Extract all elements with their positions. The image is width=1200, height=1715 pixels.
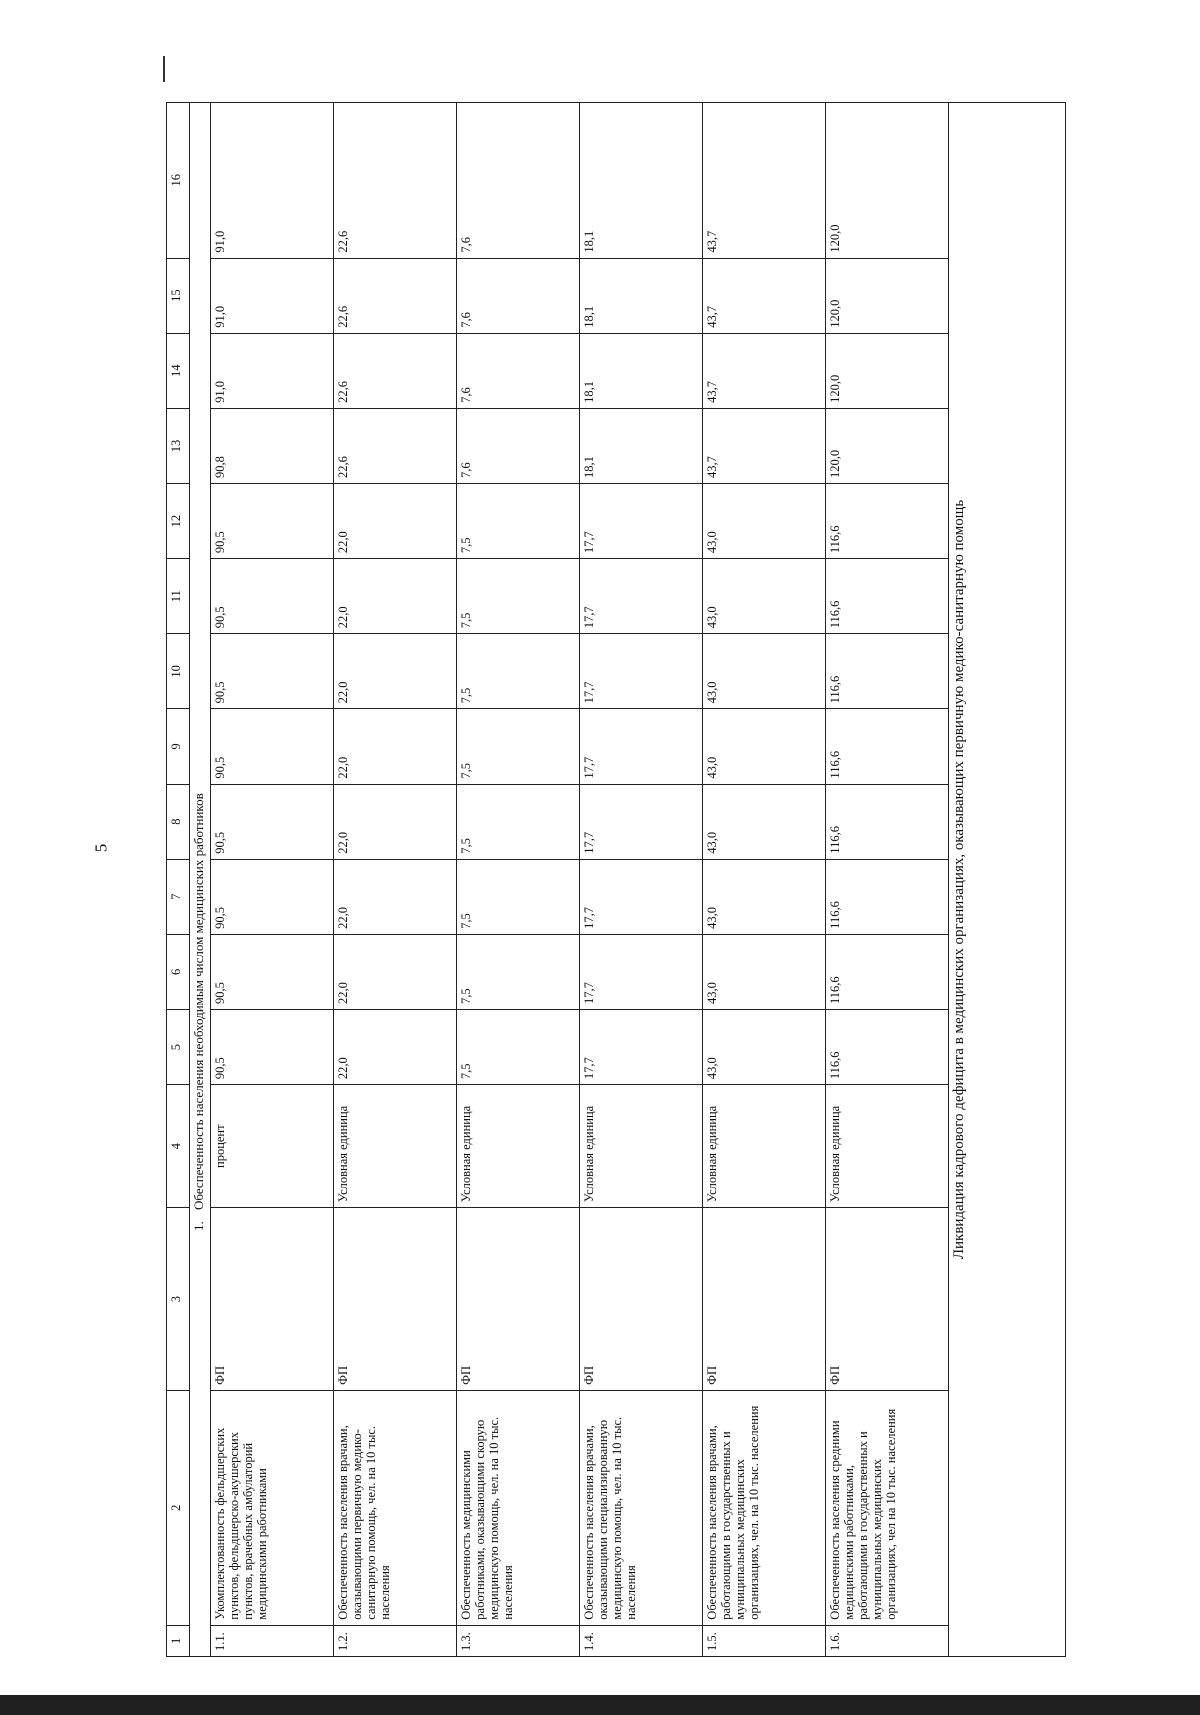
- row-value: 120,0: [826, 103, 949, 259]
- col-number: 1: [167, 1625, 190, 1656]
- row-value: 116,6: [826, 859, 949, 934]
- scan-bottom-edge: [0, 1695, 1200, 1715]
- row-value: 43,0: [703, 1009, 826, 1084]
- row-indicator-name: Обеспеченность населения средними медицинскими работниками, работающими в государственных и муниципальных медицинских организациях, чел на 10 тыс. населения: [826, 1390, 949, 1625]
- col-number: 4: [167, 1085, 190, 1208]
- row-value: 22,0: [334, 559, 457, 634]
- row-type: ФП: [211, 1208, 334, 1391]
- row-value: 120,0: [826, 258, 949, 333]
- row-value: 43,0: [703, 634, 826, 709]
- col-number: 5: [167, 1009, 190, 1084]
- row-unit: Условная единица: [703, 1085, 826, 1208]
- row-value: 22,0: [334, 859, 457, 934]
- row-value: 116,6: [826, 484, 949, 559]
- row-unit: Условная единица: [334, 1085, 457, 1208]
- row-indicator-name: Обеспеченность населения врачами, оказывающими первичную медико-санитарную помощь, чел. на 10 тыс. населения: [334, 1390, 457, 1625]
- row-value: 17,7: [580, 559, 703, 634]
- row-value: 7,6: [457, 333, 580, 408]
- row-value: 7,5: [457, 1009, 580, 1084]
- col-number: 15: [167, 258, 190, 333]
- row-type: ФП: [580, 1208, 703, 1391]
- table-row: [457, 103, 580, 1657]
- row-value: 17,7: [580, 784, 703, 859]
- section-header: [190, 103, 211, 1657]
- row-value: 7,5: [457, 709, 580, 784]
- row-value: 17,7: [580, 859, 703, 934]
- row-value: 90,5: [211, 934, 334, 1009]
- row-value: 7,5: [457, 634, 580, 709]
- row-type: ФП: [703, 1208, 826, 1391]
- table-row: [826, 103, 949, 1657]
- row-type: ФП: [826, 1208, 949, 1391]
- row-unit: Условная единица: [457, 1085, 580, 1208]
- row-number: 1.3.: [457, 1625, 580, 1656]
- row-value: 7,5: [457, 784, 580, 859]
- table-row: [580, 103, 703, 1657]
- col-number: 11: [167, 559, 190, 634]
- row-type: ФП: [457, 1208, 580, 1391]
- row-number: 1.6.: [826, 1625, 949, 1656]
- row-value: 43,0: [703, 784, 826, 859]
- row-number: 1.2.: [334, 1625, 457, 1656]
- column-number-row: [167, 103, 190, 1657]
- row-value: 22,0: [334, 934, 457, 1009]
- col-number: 9: [167, 709, 190, 784]
- row-value: 43,7: [703, 103, 826, 259]
- row-value: 91,0: [211, 103, 334, 259]
- row-value: 116,6: [826, 934, 949, 1009]
- row-value: 18,1: [580, 408, 703, 483]
- row-value: 116,6: [826, 1009, 949, 1084]
- row-value: 120,0: [826, 333, 949, 408]
- row-value: 7,5: [457, 934, 580, 1009]
- indicators-table: [166, 102, 1066, 1657]
- col-number: 16: [167, 103, 190, 259]
- row-value: 17,7: [580, 634, 703, 709]
- row-value: 90,8: [211, 408, 334, 483]
- scan-artifact-mark: [163, 56, 165, 82]
- final-row-cell: [949, 103, 1066, 1657]
- table-row: [211, 103, 334, 1657]
- row-indicator-name: Укомплектованность фельдшерских пунктов, фельдшерско-акушерских пунктов, врачебных амбулаторий медицинскими работниками: [211, 1390, 334, 1625]
- row-value: 7,5: [457, 559, 580, 634]
- row-value: 90,5: [211, 484, 334, 559]
- row-value: 17,7: [580, 934, 703, 1009]
- row-value: 22,0: [334, 1009, 457, 1084]
- row-value: 22,6: [334, 258, 457, 333]
- col-number: 14: [167, 333, 190, 408]
- row-value: 22,0: [334, 634, 457, 709]
- row-value: 43,0: [703, 484, 826, 559]
- row-value: 18,1: [580, 258, 703, 333]
- table-rotated-wrapper: [166, 102, 1066, 1657]
- row-value: 43,0: [703, 559, 826, 634]
- col-number: 10: [167, 634, 190, 709]
- row-value: 90,5: [211, 559, 334, 634]
- col-number: 6: [167, 934, 190, 1009]
- row-value: 17,7: [580, 484, 703, 559]
- row-value: 7,6: [457, 103, 580, 259]
- section-header-row: [190, 103, 211, 1657]
- row-value: 17,7: [580, 1009, 703, 1084]
- row-value: 116,6: [826, 634, 949, 709]
- table-row: [703, 103, 826, 1657]
- row-value: 22,0: [334, 784, 457, 859]
- row-value: 116,6: [826, 784, 949, 859]
- row-unit: процент: [211, 1085, 334, 1208]
- row-value: 43,7: [703, 258, 826, 333]
- row-value: 43,7: [703, 333, 826, 408]
- col-number: 7: [167, 859, 190, 934]
- row-number: 1.5.: [703, 1625, 826, 1656]
- row-value: 90,5: [211, 709, 334, 784]
- row-number: 1.1.: [211, 1625, 334, 1656]
- row-value: 90,5: [211, 859, 334, 934]
- col-number: 8: [167, 784, 190, 859]
- row-value: 90,5: [211, 1009, 334, 1084]
- row-type: ФП: [334, 1208, 457, 1391]
- row-value: 22,0: [334, 709, 457, 784]
- row-value: 7,6: [457, 408, 580, 483]
- row-value: 7,5: [457, 484, 580, 559]
- row-value: 22,6: [334, 408, 457, 483]
- row-value: 7,5: [457, 859, 580, 934]
- row-value: 90,5: [211, 784, 334, 859]
- page-number: 5: [91, 843, 111, 853]
- row-number: 1.4.: [580, 1625, 703, 1656]
- row-indicator-name: Обеспеченность населения врачами, оказывающими специализированную медицинскую помощь, чел. на 10 тыс. населения: [580, 1390, 703, 1625]
- row-value: 22,6: [334, 103, 457, 259]
- row-value: 120,0: [826, 408, 949, 483]
- row-value: 17,7: [580, 709, 703, 784]
- row-value: 22,6: [334, 333, 457, 408]
- row-value: 116,6: [826, 709, 949, 784]
- row-value: 43,0: [703, 934, 826, 1009]
- row-unit: Условная единица: [826, 1085, 949, 1208]
- final-row-text: Ликвидация кадрового дефицита в медицинских организациях, оказывающих первичную медико-санитарную помощь: [951, 499, 967, 1260]
- row-value: 18,1: [580, 103, 703, 259]
- table-rotation: [166, 102, 1066, 1657]
- final-row: [949, 103, 1066, 1657]
- col-number: 2: [167, 1390, 190, 1625]
- row-value: 43,0: [703, 859, 826, 934]
- row-value: 116,6: [826, 559, 949, 634]
- row-value: 7,6: [457, 258, 580, 333]
- row-value: 91,0: [211, 333, 334, 408]
- section-title: Обеспеченность населения необходимым числом медицинских работников: [191, 793, 206, 1210]
- col-number: 3: [167, 1208, 190, 1391]
- row-value: 90,5: [211, 634, 334, 709]
- section-number: 1.: [191, 1221, 206, 1231]
- col-number: 13: [167, 408, 190, 483]
- col-number: 12: [167, 484, 190, 559]
- row-value: 43,0: [703, 709, 826, 784]
- row-value: 18,1: [580, 333, 703, 408]
- table-row: [334, 103, 457, 1657]
- row-indicator-name: Обеспеченность медицинскими работниками, оказывающими скорую медицинскую помощь, чел. на 10 тыс. населения: [457, 1390, 580, 1625]
- row-indicator-name: Обеспеченность населения врачами, работающими в государственных и муниципальных медицинских организациях, чел. на 10 тыс. населения: [703, 1390, 826, 1625]
- row-value: 91,0: [211, 258, 334, 333]
- row-value: 43,7: [703, 408, 826, 483]
- row-unit: Условная единица: [580, 1085, 703, 1208]
- row-value: 22,0: [334, 484, 457, 559]
